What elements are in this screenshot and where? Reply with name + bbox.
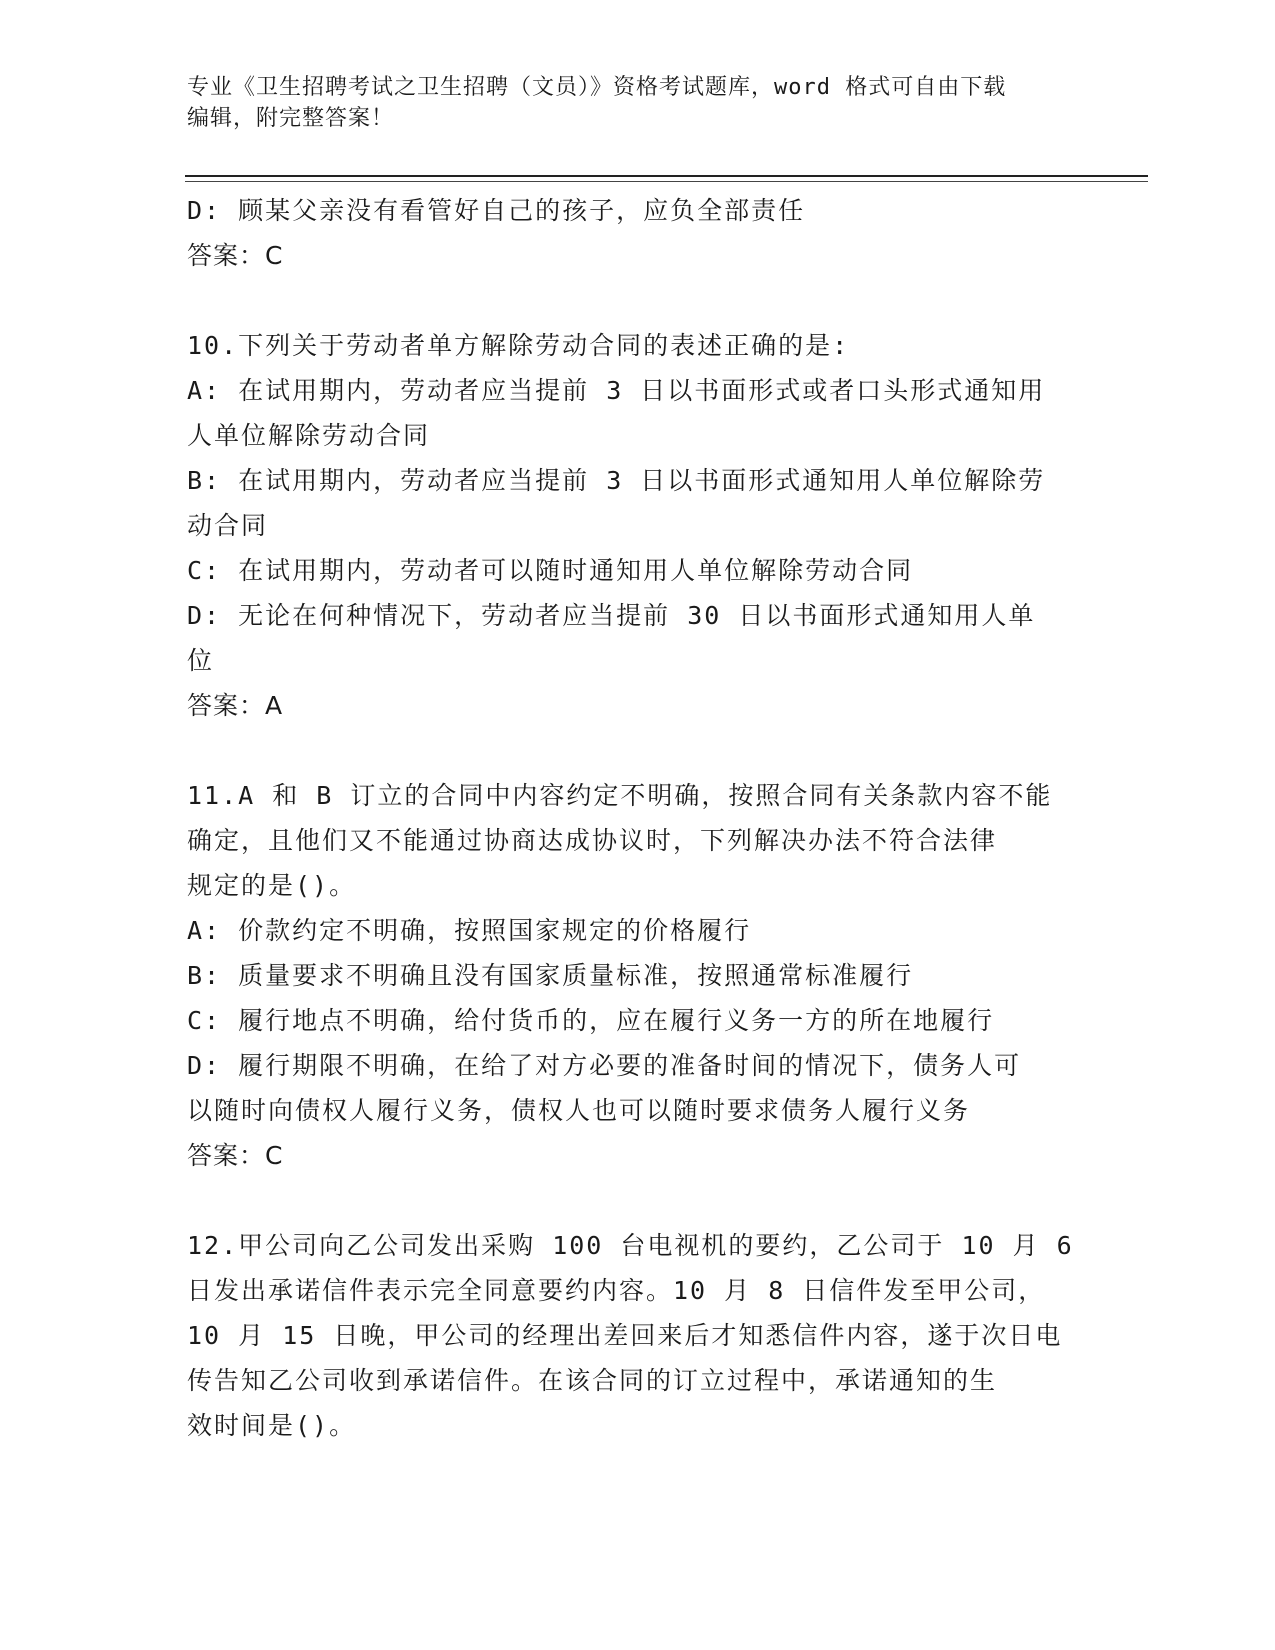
question-10 <box>187 323 1087 728</box>
q10-option-c: C: 在试用期内，劳动者可以随时通知用人单位解除劳动合同 <box>187 556 914 585</box>
q12-stem-line-1: 12.甲公司向乙公司发出采购 100 台电视机的要约，乙公司于 10 月 6 <box>187 1231 1074 1260</box>
spacer <box>187 728 1087 773</box>
header-rule-thin <box>185 181 1148 182</box>
q12-stem-line-4: 传告知乙公司收到承诺信件。在该合同的订立过程中，承诺通知的生 <box>187 1366 998 1395</box>
q10-option-b-line-2: 动合同 <box>187 511 269 540</box>
question-12 <box>187 1223 1087 1448</box>
q11-option-a: A: 价款约定不明确，按照国家规定的价格履行 <box>187 916 752 945</box>
question-9-fragment <box>187 188 1087 278</box>
q11-option-d-line-2: 以随时向债权人履行义务，债权人也可以随时要求债务人履行义务 <box>187 1096 971 1125</box>
q9-answer: 答案：C <box>187 241 284 270</box>
document-body <box>187 188 1087 1448</box>
question-11 <box>187 773 1087 1178</box>
q11-option-d-line-1: D: 履行期限不明确，在给了对方必要的准备时间的情况下，债务人可 <box>187 1051 1022 1080</box>
q11-stem-line-3: 规定的是()。 <box>187 871 357 900</box>
header-rule-thick <box>185 175 1148 177</box>
q10-option-a-line-2: 人单位解除劳动合同 <box>187 421 431 450</box>
q11-answer: 答案：C <box>187 1141 284 1170</box>
q10-option-b-line-1: B: 在试用期内，劳动者应当提前 3 日以书面形式通知用人单位解除劳 <box>187 466 1046 495</box>
q10-option-d-line-1: D: 无论在何种情况下，劳动者应当提前 30 日以书面形式通知用人单 <box>187 601 1036 630</box>
q11-option-b: B: 质量要求不明确且没有国家质量标准，按照通常标准履行 <box>187 961 914 990</box>
q10-option-a-line-1: A: 在试用期内，劳动者应当提前 3 日以书面形式或者口头形式通知用 <box>187 376 1046 405</box>
q12-stem-line-3: 10 月 15 日晚，甲公司的经理出差回来后才知悉信件内容，遂于次日电 <box>187 1321 1063 1350</box>
q12-stem-line-5: 效时间是()。 <box>187 1411 357 1440</box>
spacer <box>187 278 1087 323</box>
q10-answer: 答案：A <box>187 691 284 720</box>
document-header <box>187 72 1067 134</box>
q11-stem-line-2: 确定，且他们又不能通过协商达成协议时，下列解决办法不符合法律 <box>187 826 998 855</box>
q11-stem-line-1: 11.A 和 B 订立的合同中内容约定不明确，按照合同有关条款内容不能 <box>187 781 1053 810</box>
header-line-2: 编辑，附完整答案！ <box>187 106 395 131</box>
spacer <box>187 1178 1087 1223</box>
q12-stem-line-2: 日发出承诺信件表示完全同意要约内容。10 月 8 日信件发至甲公司， <box>187 1276 1046 1305</box>
q10-stem: 10.下列关于劳动者单方解除劳动合同的表述正确的是: <box>187 331 850 360</box>
q10-option-d-line-2: 位 <box>187 646 215 675</box>
q9-option-d: D: 顾某父亲没有看管好自己的孩子，应负全部责任 <box>187 196 806 225</box>
header-line-1: 专业《卫生招聘考试之卫生招聘（文员）》资格考试题库，word 格式可自由下载 <box>187 75 1007 100</box>
q11-option-c: C: 履行地点不明确，给付货币的，应在履行义务一方的所在地履行 <box>187 1006 995 1035</box>
